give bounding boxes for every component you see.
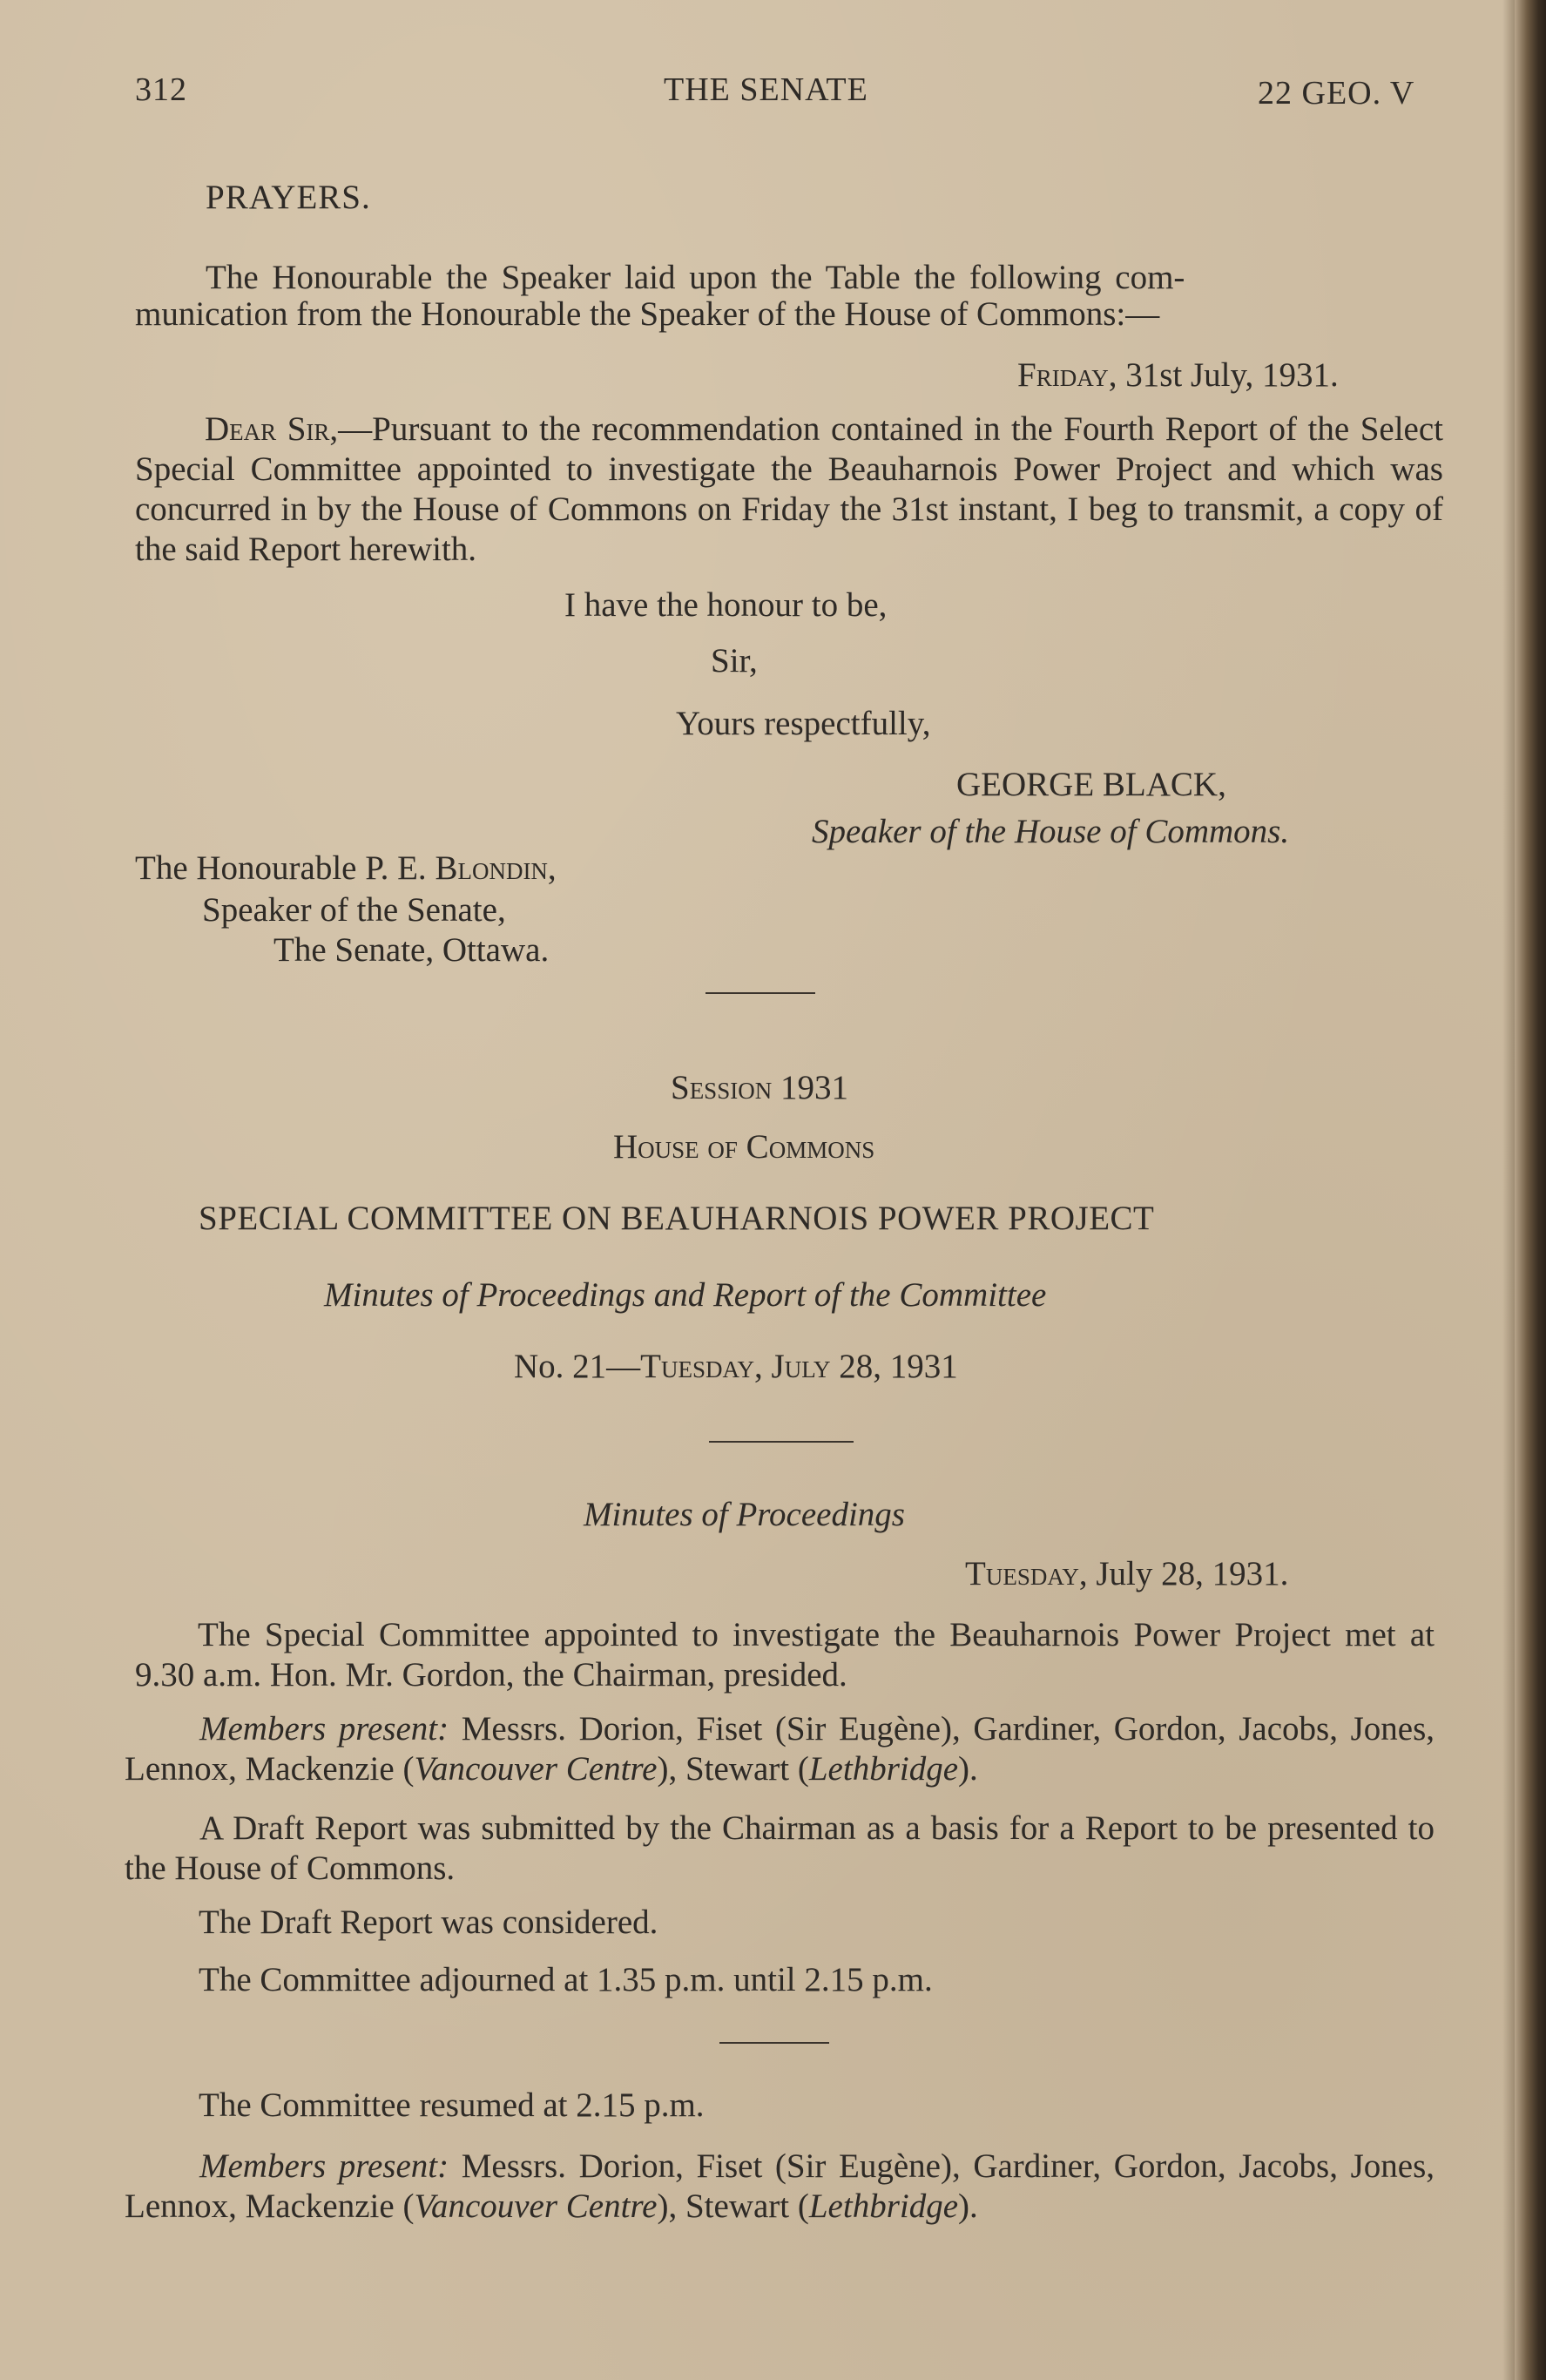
members-place-1b: Lethbridge xyxy=(808,1750,959,1788)
members-place-2b: Lethbridge xyxy=(808,2187,959,2225)
members-place-2: Vancouver Centre xyxy=(414,2187,658,2225)
addressee-line-2: Speaker of the Senate, xyxy=(202,891,506,929)
report-number-prefix: No. 21— xyxy=(514,1348,641,1385)
minutes-paragraph-3: A Draft Report was submitted by the Chairman as a basis for a Report to be presented to the House of Commons. xyxy=(125,1809,1435,1887)
regnal-year: 22 GEO. V xyxy=(1258,75,1415,112)
prayers-heading: PRAYERS. xyxy=(206,179,371,216)
signature: GEORGE BLACK, xyxy=(956,766,1226,803)
minutes-paragraph-1: The Special Committee appointed to investigate the Beauharnois Power Project met at 9.30 a.m. Hon. Mr. Gordon, the Chairman, presided. xyxy=(135,1616,1435,1694)
binding-shadow xyxy=(1502,0,1515,2380)
intro-line-1: The Honourable the Speaker laid upon the Table the following com- xyxy=(206,259,1185,296)
addressee-line-3: The Senate, Ottawa. xyxy=(273,931,550,969)
intro-line-2: munication from the Honourable the Speaker of the House of Commons:— xyxy=(135,295,1160,333)
closing-line-3: Yours respectfully, xyxy=(676,705,931,742)
addressee-line-1 xyxy=(135,849,557,889)
members-label-1: Members present: xyxy=(199,1710,449,1748)
letter-body-text: —Pursuant to the recommendation contained in the Fourth Report of the Select Special Committee appointed to investigate the Beauharnois Power Project and which was concurred in by the House of Commons on Friday the 31st instant, I beg to transmit, a copy of the said Report herewith. xyxy=(135,410,1444,568)
letter-date xyxy=(1017,355,1339,396)
members-list-1b: ), Stewart ( xyxy=(657,1750,809,1788)
members-list-2b: ), Stewart ( xyxy=(657,2187,809,2225)
members-list-1: Messrs. Dorion, Fiset (Sir Eugène), Gardiner, Gordon, Jacobs, Jones, Lennox, Mackenzie ( xyxy=(125,1710,1435,1788)
addressee-prefix: The Honourable P. E. xyxy=(135,849,427,887)
committee-title: SPECIAL COMMITTEE ON BEAUHARNOIS POWER PROJECT xyxy=(199,1200,1155,1237)
minutes-date-rest: July 28, 1931. xyxy=(1096,1555,1289,1592)
minutes-date-day: Tuesday, xyxy=(965,1555,1088,1592)
running-title: THE SENATE xyxy=(664,71,868,108)
report-number-day: Tuesday, July xyxy=(640,1348,831,1385)
page-number: 312 xyxy=(135,71,187,108)
committee-subtitle: Minutes of Proceedings and Report of the Committee xyxy=(324,1276,1047,1314)
letter-salutation: Dear Sir, xyxy=(205,410,339,448)
addressee-name: Blondin, xyxy=(435,849,557,887)
minutes-divider xyxy=(719,2042,829,2044)
house-line: House of Commons xyxy=(613,1128,875,1166)
minutes-paragraph-4: The Draft Report was considered. xyxy=(199,1903,658,1941)
minutes-paragraph-6: The Committee resumed at 2.15 p.m. xyxy=(199,2086,705,2124)
members-place-1: Vancouver Centre xyxy=(414,1750,658,1788)
members-list-2c: ). xyxy=(958,2187,978,2225)
minutes-heading: Minutes of Proceedings xyxy=(584,1496,905,1533)
signature-title: Speaker of the House of Commons. xyxy=(812,813,1290,850)
letter-date-rest: 31st July, 1931. xyxy=(1125,356,1339,394)
section-divider xyxy=(705,992,815,994)
members-present-2 xyxy=(125,2147,1435,2227)
members-list-2: Messrs. Dorion, Fiset (Sir Eugène), Gardiner, Gordon, Jacobs, Jones, Lennox, Mackenzie ( xyxy=(125,2147,1435,2225)
report-number xyxy=(514,1347,958,1387)
members-list-1c: ). xyxy=(958,1750,978,1788)
minutes-paragraph-5: The Committee adjourned at 1.35 p.m. until 2.15 p.m. xyxy=(199,1961,933,1998)
session-label: Session xyxy=(671,1069,773,1106)
letter-date-day: Friday, xyxy=(1017,356,1117,394)
members-label-2: Members present: xyxy=(199,2147,449,2185)
session-year: 1931 xyxy=(780,1069,848,1106)
closing-line-2: Sir, xyxy=(711,642,758,680)
report-number-date: 28, 1931 xyxy=(839,1348,958,1385)
report-divider xyxy=(709,1441,854,1443)
closing-line-1: I have the honour to be, xyxy=(564,586,888,624)
members-present-1 xyxy=(125,1709,1435,1789)
session-line xyxy=(671,1068,848,1108)
letter-body xyxy=(135,409,1443,570)
minutes-date xyxy=(965,1554,1288,1594)
book-binding xyxy=(1515,0,1546,2380)
